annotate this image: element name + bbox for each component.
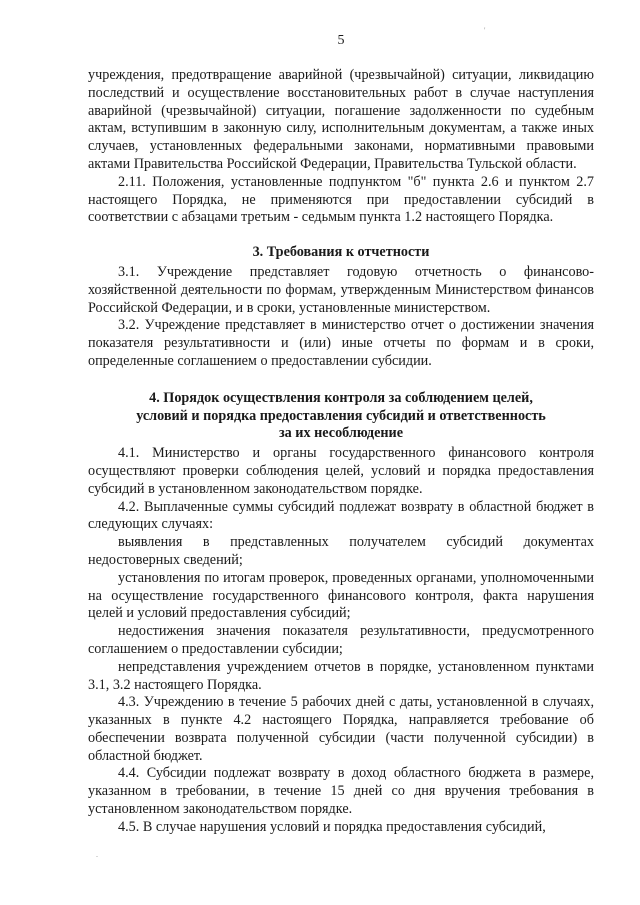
- section-4-heading: [88, 390, 594, 443]
- list-item-violation-found: установления по итогам проверок, проведенных органами, уполномоченными на осуществление государственного финансового контроля, факта нарушения целей и условий предоставления субсидий;: [88, 569, 594, 622]
- paragraph-4-3: 4.3. Учреждению в течение 5 рабочих дней с даты, установленной в случаях, указанных в пункте 4.2 настоящего Порядка, направляется требование об обеспечении возврата полученной субсидии (части полученной субсидии) в областной бюджет.: [88, 694, 594, 764]
- paragraph-3-2: 3.2. Учреждение представляет в министерство отчет о достижении значения показателя результативности и (или) иные отчеты по формам и в сроки, определенные соглашением о предоставлении субсидии.: [88, 317, 594, 369]
- paragraph-2-11: 2.11. Положения, установленные подпунктом "б" пункта 2.6 и пунктом 2.7 настоящего Порядка, не применяются при предоставлении субсидий в соответствии с абзацами третьим - седьмым пункта 1.2 настоящего Порядка.: [88, 173, 594, 226]
- section-4-heading-line-2: условий и порядка предоставления субсидий и ответственность: [136, 407, 546, 424]
- paragraph-4-2: 4.2. Выплаченные суммы субсидий подлежат возврату в областной бюджет в следующих случаях:: [88, 498, 594, 533]
- section-4-heading-line-3: за их несоблюдение: [278, 425, 404, 442]
- paragraph-continuation: учреждения, предотвращение аварийной (чрезвычайной) ситуации, ликвидацию последствий и осуществление восстановительных работ в случае наступления аварийной (чрезвычайной) ситуации, погашение задолженности по судебным актам, вступившим в законную силу, исполнительным документам, а также иных случаев, установленных федеральными законами, нормативными правовыми актами Правительства Российской Федерации, Правительства Тульской области.: [88, 67, 594, 172]
- section-4-heading-line-1: 4. Порядок осуществления контроля за соблюдением целей,: [149, 389, 533, 406]
- list-item-reports-not-submitted: непредставления учреждением отчетов в порядке, установленном пунктами 3.1, 3.2 настоящего Порядка.: [88, 658, 594, 693]
- scan-speck: .: [96, 850, 98, 859]
- list-item-indicator-not-reached: недостижения значения показателя результативности, предусмотренного соглашением о предоставлении субсидии;: [88, 623, 594, 657]
- scan-speck: ': [484, 26, 486, 35]
- page-number: 5: [337, 33, 345, 48]
- paragraph-3-1: 3.1. Учреждение представляет годовую отчетность о финансово-хозяйственной деятельности по формам, утвержденным Министерством финансов Российской Федерации, и в сроки, установленные министерством.: [88, 263, 594, 316]
- paragraph-4-4: 4.4. Субсидии подлежат возврату в доход областного бюджета в размере, указанном в требовании, в течение 15 дней со дня вручения требования в установленном законодательством порядке.: [88, 765, 594, 818]
- list-item-unreliable-info: выявления в представленных получателем субсидий документах недостоверных сведений;: [88, 534, 594, 568]
- paragraph-4-1: 4.1. Министерство и органы государственного финансового контроля осуществляют проверки соблюдения целей, условий и порядка предоставления субсидий в установленном законодательством порядке.: [88, 445, 594, 497]
- paragraph-4-5: 4.5. В случае нарушения условий и порядка предоставления субсидий,: [118, 818, 546, 835]
- section-3-heading: 3. Требования к отчетности: [252, 244, 430, 261]
